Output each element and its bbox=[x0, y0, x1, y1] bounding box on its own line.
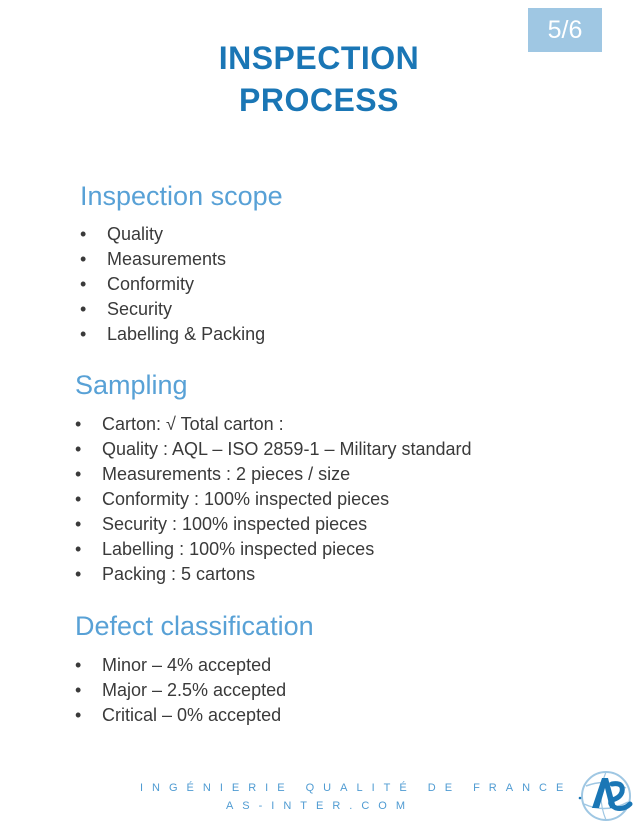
list-item: • Labelling : 100% inspected pieces bbox=[102, 537, 472, 562]
list-item: • Measurements : 2 pieces / size bbox=[102, 462, 472, 487]
section-title-inspection-scope: Inspection scope bbox=[80, 181, 283, 211]
list-item: • Labelling & Packing bbox=[107, 322, 265, 347]
list-item: • Quality bbox=[107, 222, 265, 247]
list-item: • Critical – 0% accepted bbox=[102, 703, 286, 728]
list-item: • Conformity : 100% inspected pieces bbox=[102, 487, 472, 512]
section-title-sampling: Sampling bbox=[75, 370, 188, 400]
page-title bbox=[0, 37, 638, 121]
list-item: • Carton: √ Total carton : bbox=[102, 412, 472, 437]
as-inter-logo-icon bbox=[572, 764, 636, 824]
footer-tagline: INGÉNIERIE QUALITÉ DE FRANCE bbox=[140, 782, 573, 794]
inspection-scope-list bbox=[107, 222, 265, 347]
list-item: • Security : 100% inspected pieces bbox=[102, 512, 472, 537]
sampling-list bbox=[102, 412, 472, 587]
page-indicator-badge: 5/6 bbox=[528, 8, 602, 52]
page-title-line-2: PROCESS bbox=[239, 82, 399, 118]
list-item: • Packing : 5 cartons bbox=[102, 562, 472, 587]
page-title-line-1: INSPECTION bbox=[218, 40, 420, 76]
list-item: • Minor – 4% accepted bbox=[102, 653, 286, 678]
list-item: • Major – 2.5% accepted bbox=[102, 678, 286, 703]
list-item: • Security bbox=[107, 297, 265, 322]
section-title-defect-classification: Defect classification bbox=[75, 611, 314, 641]
list-item: • Quality : AQL – ISO 2859-1 – Military standard bbox=[102, 437, 472, 462]
list-item: • Conformity bbox=[107, 272, 265, 297]
list-item: • Measurements bbox=[107, 247, 265, 272]
footer-website: AS-INTER.COM bbox=[225, 800, 415, 812]
defect-classification-list bbox=[102, 653, 286, 728]
